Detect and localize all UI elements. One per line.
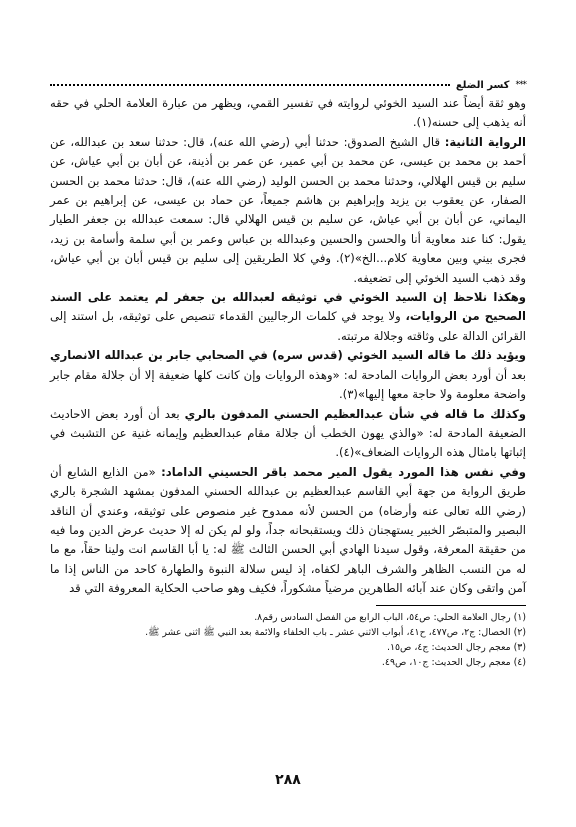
paragraph-lead: وهكذا نلاحظ إن السيد الخوئي في توثيقه لعبدالله بن جعفر لم يعتمد على السند الصحيح من الروايات،	[50, 290, 526, 324]
paragraph-support	[50, 346, 526, 404]
running-header	[50, 78, 526, 92]
paragraph-note	[50, 288, 526, 346]
paragraph-lead: ويؤيد ذلك ما قاله السيد الخوئي (قدس سره) في الصحابي جابر بن عبدالله الانصاري	[50, 348, 526, 363]
header-stars: ***	[515, 80, 526, 90]
paragraph-text: بعد أن أورد بعض الروايات المادحة له: «وهذه الروايات وإن كانت كلها ضعيفة إلا أن جلالة مقام جابر واضحة معلومة ولا حاجة معها إليها»(٣).	[50, 367, 526, 402]
footnotes	[50, 610, 526, 671]
footnote-2: (٢) الخصال: ج٢، ص٤٧٧، ح٤١، أبواب الاثني عشر ـ باب الخلفاء والائمة بعد النبي ﷺ اثنى عشر ﷺ.	[145, 626, 526, 638]
paragraph-lead: وفي نفس هذا المورد يقول المير محمد باقر الحسيني الداماد:	[161, 464, 526, 479]
paragraph-lead: الرواية الثانية:	[444, 134, 526, 149]
paragraph-intro	[50, 94, 526, 133]
paragraph-text: بعد أن أورد بعض الاحاديث الضعيفة المادحة له: «والذي يهون الخطب أن جلالة مقام عبدالعظيم وإيمانه غنية عن التشبث في إثباتها بامثال هذه الروايات الضعاف»(٤).	[50, 406, 526, 460]
header-rule	[50, 84, 450, 86]
footnote-4: (٤) معجم رجال الحديث: ج١٠، ص٤٩.	[381, 657, 526, 669]
main-text	[50, 94, 526, 599]
paragraph-text: قال الشيخ الصدوق: حدثنا أبي (رضي الله عنه)، قال: حدثنا سعد بن عبدالله، عن أحمد بن محمد بن عيسى، عن محمد بن أبي عمير، عن عمر بن أذينة، عن أبان بن أبي عياش، عن سليم بن قيس الهلالي، وحدثنا محمد بن الحسن الوليد (رضي الله عنه)، قال: حدثنا محمد بن الحسن الصفار، عن يعقوب بن يزيد وإبراهيم بن هاشم جميعاً، عن حماد بن عيسى، عن إبراهيم بن عمر اليماني، عن أبان بن أبي عياش، عن سليم بن قيس الهلالي قال: سمعت عبدالله بن جعفر الطيار يقول: كنا عند معاوية أنا والحسن والحسين وعبدالله بن عباس وعمر بن أبي سلمة وأسامة بن زيد، فجرى بيني وبين معاوية كلام...الخ»(٢). وفي كلا الطريقين إلى سليم بن قيس أبان بن أبي عياش، وقد ذهب السيد الخوئي إلى تضعيفه.	[50, 134, 526, 285]
footnote-1: (١) رجال العلامة الحلي: ص٥٤، الباب الرابع من الفصل السادس رقم٨.	[254, 611, 526, 623]
paragraph-damad	[50, 463, 526, 599]
paragraph-text: «من الذايع الشايع أن طريق الرواية من جهة أبي القاسم عبدالعظيم بن عبدالله الحسني المدفون بمشهد الشجرة بالري (رضي الله تعالى عنه وأرضاه) من الحسن لأنه ممدوح غير منصوص على توثيقه، وعندي أن الناقد البصير والمتبصّر الخبير يستهجنان ذلك ويستقبحانه جداً، ولو لم يكن له إلا حديث عرض الدين وما فيه من حقيقة المعرفة، وقول سيدنا الهادي أبي الحسن الثالث ﷺ له: يا أبا القاسم انت ولينا حقاً، مع ما له من النسب الظاهر والشرف الباهر لكفاه، إذ ليس سلالة النبوة والطهارة كاحد من الناس إذا ما آمن واتقى وكان عند آبائه الطاهرين مرضياً مشكوراً، فكيف وهو صاحب الحكاية المعروفة التي قد	[50, 464, 526, 596]
header-title: كسر الضلع	[455, 79, 510, 91]
paragraph-lead: وكذلك ما قاله في شأن عبدالعظيم الحسني المدفون بالري	[184, 406, 526, 421]
page-number: ٢٨٨	[275, 772, 301, 788]
paragraph-abdulazim	[50, 405, 526, 463]
footnote-3: (٣) معجم رجال الحديث: ج٤، ص١٥.	[386, 641, 526, 653]
paragraph-text: ولا يوجد في كلمات الرجاليين القدماء تنصيص على توثيقه، بل استند إلى القرائن الدالة على وثاقته وجلالة مرتبته.	[50, 309, 526, 343]
paragraph-text: وهو ثقة أيضاً عند السيد الخوئي لروايته في تفسير القمي، ويظهر من عبارة العلامة الحلي في حقه أنه يذهب إلى حسنه(١).	[50, 96, 526, 130]
paragraph-narration-2	[50, 133, 526, 288]
footnote-separator	[376, 605, 526, 606]
